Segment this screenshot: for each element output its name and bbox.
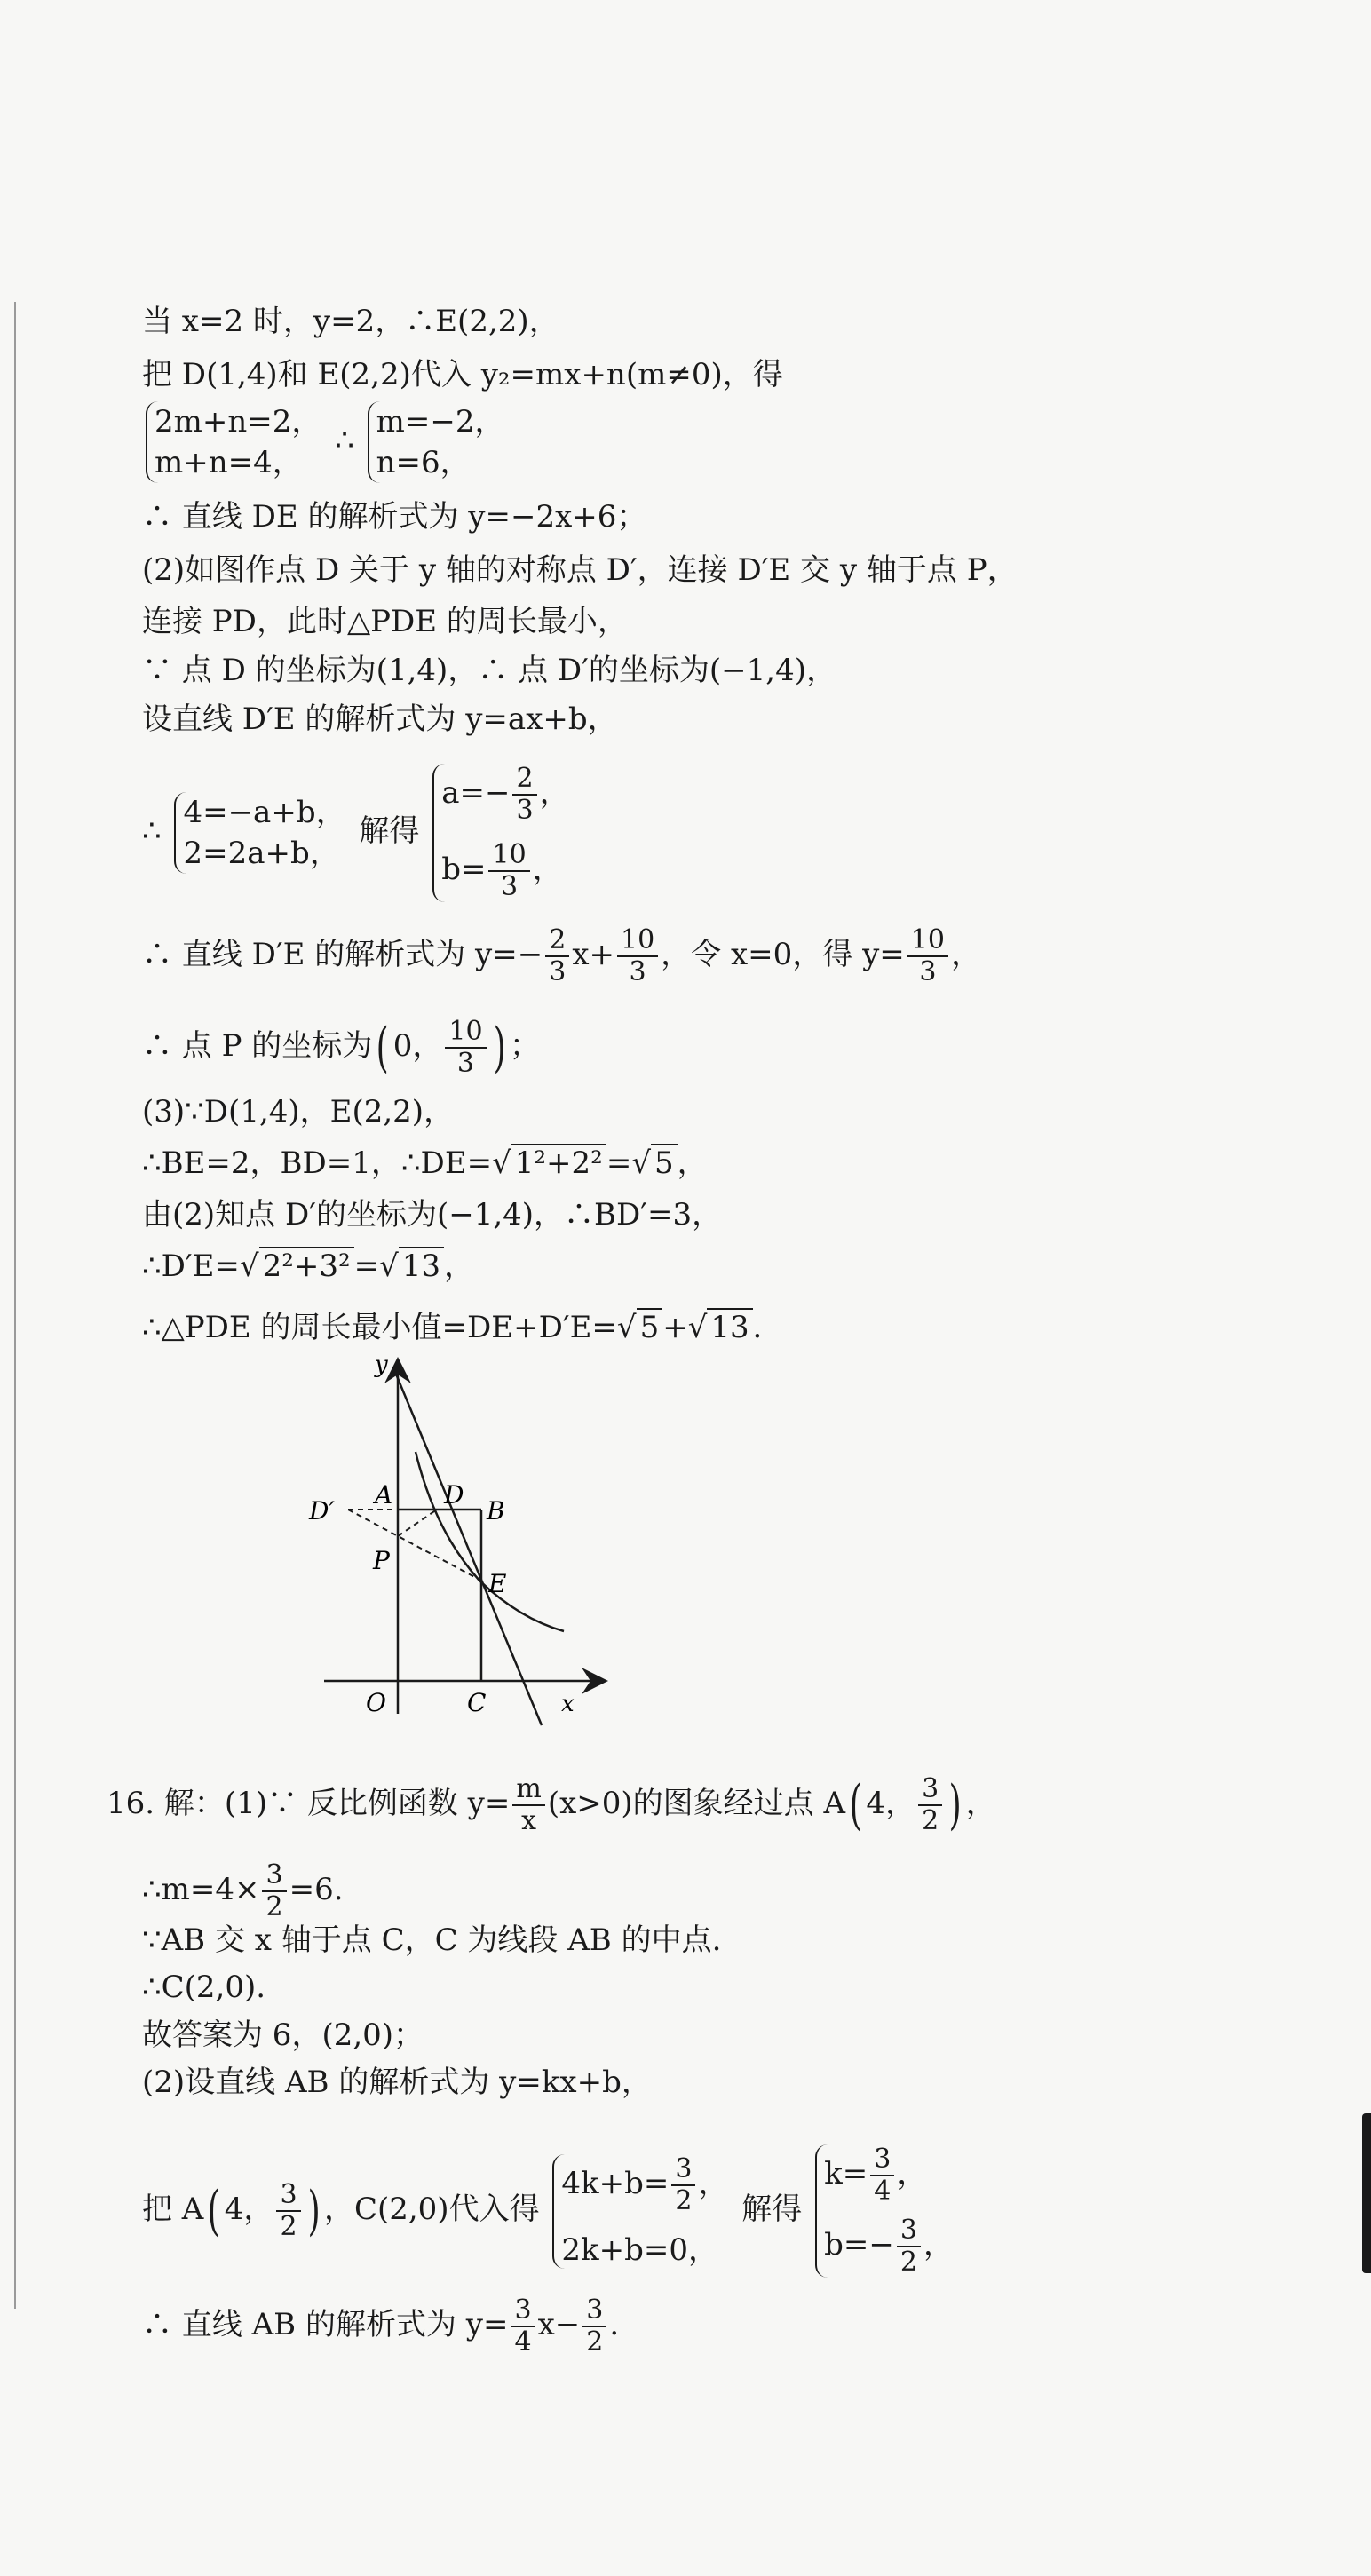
text-line: ∴ 直线 D′E 的解析式为 y=− $\frac{2}{3}$ x+ $\frac{10}{3}$ ，令 x=0，得 y= $\frac{10}{3}$ ，	[142, 924, 981, 987]
equation-system: 2m+n=2， m+n=4， ∴ m=−2， n=6，	[142, 401, 509, 483]
text-line: 故答案为 6，(2,0)；	[142, 2017, 424, 2053]
label-A: A	[375, 1480, 393, 1510]
text-line: ∴m=4× $\frac{3}{2}$ =6.	[142, 1859, 344, 1922]
label-E: E	[488, 1569, 507, 1598]
segment-PD	[398, 1510, 437, 1536]
text-line: (2)设直线 AB 的解析式为 y=kx+b，	[142, 2065, 652, 2100]
text-line: 把 D(1,4)和 E(2,2)代入 y₂=mx+n(m≠0)，得	[142, 357, 783, 392]
text-line: 把 A( 4， $\frac{3}{2}$ ) ，C(2,0)代入得 4k+b= $\frac{3}{2}$ ， 2k+b=0， 解得 k= $\frac{3}{4}$ ， b=− $\frac{3}{2}$ ，	[142, 2144, 954, 2278]
label-P: P	[373, 1546, 390, 1575]
segment-DprimeE	[348, 1510, 481, 1581]
text-line: ∴ 点 P 的坐标为( 0， $\frac{10}{3}$ ) ；	[142, 1016, 540, 1079]
geometry-figure	[293, 1354, 630, 1727]
page-margin-line	[14, 302, 16, 2309]
label-B: B	[487, 1496, 505, 1526]
label-D-prime: D′	[309, 1496, 335, 1526]
text-line: ∴ 直线 AB 的解析式为 y= $\frac{3}{4}$ x− $\frac{3}{2}$ .	[142, 2295, 620, 2358]
text-line: ∴ 直线 DE 的解析式为 y=−2x+6；	[142, 499, 647, 535]
text-line: ∴D′E=√ 2²+3² =√ 13 ，	[142, 1248, 475, 1284]
text-line: (3)∵D(1,4)，E(2,2)，	[142, 1094, 455, 1129]
label-O: O	[366, 1688, 386, 1717]
text-line: 16. 解：(1)∵ 反比例函数 y= $\frac{m}{x}$ (x>0)的图象经过点 A( 4， $\frac{3}{2}$ ) ，	[107, 1773, 996, 1836]
text-line: 设直线 D′E 的解析式为 y=ax+b，	[142, 701, 618, 737]
text-line: ∴△PDE 的周长最小值=DE+D′E=√ 5 +√ 13 ．	[142, 1310, 783, 1345]
label-D: D	[444, 1480, 464, 1510]
text-line: 连接 PD，此时△PDE 的周长最小，	[142, 604, 628, 639]
text-line: ∵AB 交 x 轴于点 C，C 为线段 AB 的中点.	[142, 1922, 722, 1958]
line-DE	[395, 1372, 542, 1725]
text-line: ∴C(2,0).	[142, 1970, 266, 2005]
hyperbola-curve	[416, 1452, 564, 1631]
label-y: y	[375, 1354, 388, 1378]
equation-system: ∴ 4=−a+b， 2=2a+b， 解得 a=− $\frac{2}{3}$ ， b= $\frac{10}{3}$ ，	[142, 763, 570, 902]
text-line: (2)如图作点 D 关于 y 轴的对称点 D′，连接 D′E 交 y 轴于点 P，	[142, 552, 1018, 588]
text-line: ∴BE=2，BD=1，∴DE=√ 1²+2² =√ 5 ，	[142, 1145, 708, 1181]
text-line: 当 x=2 时，y=2，∴E(2,2)，	[142, 304, 559, 339]
label-C: C	[467, 1688, 487, 1717]
text-line: 由(2)知点 D′的坐标为(−1,4)，∴BD′=3，	[142, 1197, 723, 1233]
text-line: ∵ 点 D 的坐标为(1,4)，∴ 点 D′的坐标为(−1,4)，	[142, 653, 836, 688]
binding-shadow	[1362, 2113, 1371, 2273]
label-x: x	[561, 1691, 575, 1717]
